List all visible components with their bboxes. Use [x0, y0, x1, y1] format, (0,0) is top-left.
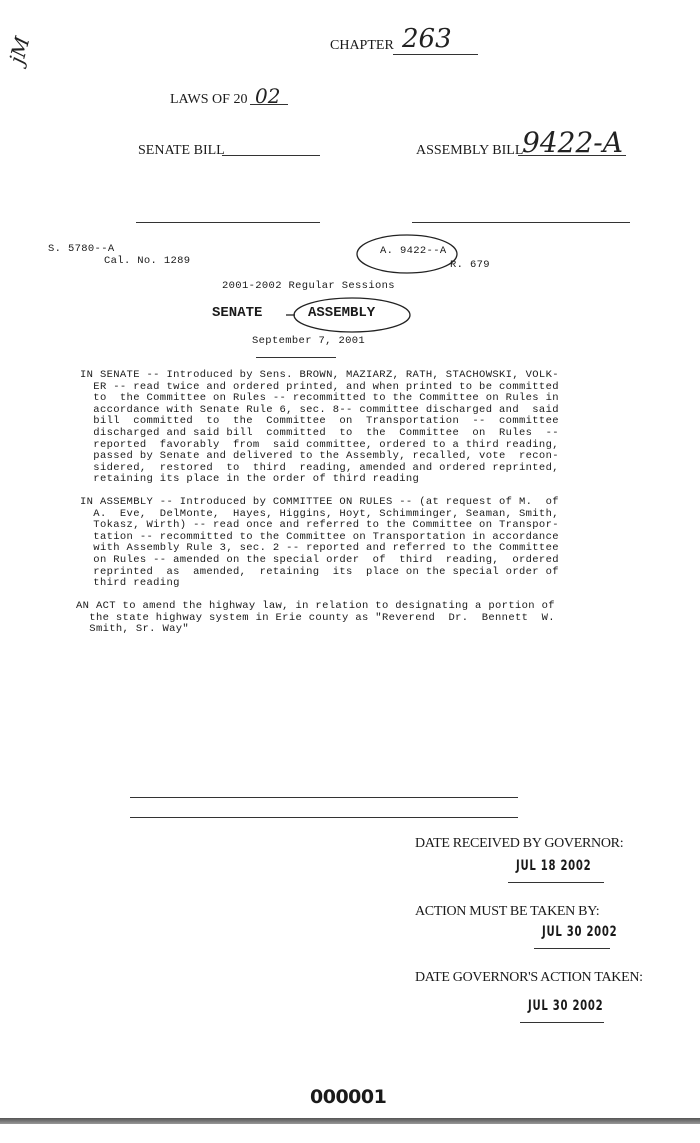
assembly-line: tation -- recommitted to the Committee on Transportation in accordance	[80, 530, 559, 543]
assembly-line: third reading	[80, 577, 180, 590]
assembly-line: reprinted as amended, retaining its place on the special order of	[80, 565, 559, 578]
senate-bill-line	[222, 155, 320, 156]
laws-label: LAWS OF 20	[170, 92, 248, 107]
senate-line: ER -- read twice and ordered printed, and when printed to be committed	[80, 380, 559, 393]
chapter-label: CHAPTER	[330, 38, 394, 53]
assembly-number: A. 9422--A	[380, 245, 447, 257]
senate-line: to the Committee on Rules -- recommitted to the Committee on Rules in	[80, 392, 559, 405]
senate-line: IN SENATE -- Introduced by Sens. BROWN, MAZIARZ, RATH, STACHOWSKI, VOLK-	[80, 369, 559, 381]
house-senate: SENATE	[212, 305, 263, 321]
assembly-line: with Assembly Rule 3, sec. 2 -- reported and referred to the Committee	[80, 542, 559, 555]
senate-line: passed by Senate and delivered to the Assembly, recalled, vote recon-	[80, 450, 559, 463]
chapter-number: 263	[402, 24, 452, 54]
act-line: Smith, Sr. Way"	[76, 623, 190, 636]
senate-line: discharged and said bill committed to the Committee on Rules --	[80, 426, 559, 439]
sessions: 2001-2002 Regular Sessions	[222, 280, 395, 292]
an-act-paragraph	[76, 601, 555, 636]
margin-mark: jM	[4, 34, 35, 66]
date-underline	[256, 357, 336, 358]
assembly-bill-line	[518, 155, 626, 156]
house-assembly: ASSEMBLY	[308, 305, 376, 321]
lower-rule-2	[130, 817, 518, 818]
senate-line: bill committed to the Committee on Transportation -- committee	[80, 415, 559, 428]
senate-line: reported favorably from said committee, ordered to a third reading,	[80, 438, 559, 451]
action-taken-stamp: JUL 30 2002	[528, 998, 604, 1014]
in-assembly-paragraph	[80, 497, 559, 590]
senate-line: sidered, restored to third reading, amended and ordered reprinted,	[80, 461, 559, 474]
divider-left	[136, 222, 320, 223]
chapter-underline	[393, 54, 478, 55]
laws-underline	[250, 104, 288, 105]
divider-right	[412, 222, 630, 223]
assembly-line: on Rules -- amended on the special order of third reading, ordered	[80, 553, 559, 566]
action-by-label: ACTION MUST BE TAKEN BY:	[415, 904, 600, 919]
senate-line: retaining its place in the order of third reading	[80, 473, 420, 486]
assembly-bill-label: ASSEMBLY BILL	[416, 143, 524, 158]
lower-rule-1	[130, 797, 518, 798]
act-line: AN ACT to amend the highway law, in relation to designating a portion of	[76, 600, 555, 612]
senate-line: accordance with Senate Rule 6, sec. 8-- committee discharged and said	[80, 403, 559, 416]
action-by-line	[534, 948, 610, 949]
action-by-stamp: JUL 30 2002	[542, 924, 618, 940]
assembly-line: Tokasz, Wirth) -- read once and referred to the Committee on Transpor-	[80, 519, 559, 532]
act-line: the state highway system in Erie county as "Reverend Dr. Bennett W.	[76, 611, 555, 624]
assembly-bill-number: 9422-A	[522, 126, 623, 159]
scan-edge	[0, 1118, 700, 1124]
r-number: R. 679	[450, 259, 490, 271]
in-senate-paragraph	[80, 370, 559, 486]
assembly-line: IN ASSEMBLY -- Introduced by COMMITTEE ON RULES -- (at request of M. of	[80, 496, 559, 508]
senate-bill-label: SENATE BILL	[138, 143, 225, 158]
date-received-stamp: JUL 18 2002	[516, 858, 592, 874]
date-received-line	[508, 882, 604, 883]
bill-date: September 7, 2001	[252, 335, 366, 347]
laws-year: 02	[255, 84, 281, 108]
action-taken-line	[520, 1022, 604, 1023]
page-number: 000001	[310, 1086, 387, 1108]
date-received-label: DATE RECEIVED BY GOVERNOR:	[415, 836, 624, 851]
senate-number: S. 5780--A	[48, 243, 115, 255]
action-taken-label: DATE GOVERNOR'S ACTION TAKEN:	[415, 970, 643, 985]
assembly-line: A. Eve, DelMonte, Hayes, Higgins, Hoyt, Schimminger, Seaman, Smith,	[80, 507, 559, 520]
cal-no: Cal. No. 1289	[104, 255, 191, 267]
